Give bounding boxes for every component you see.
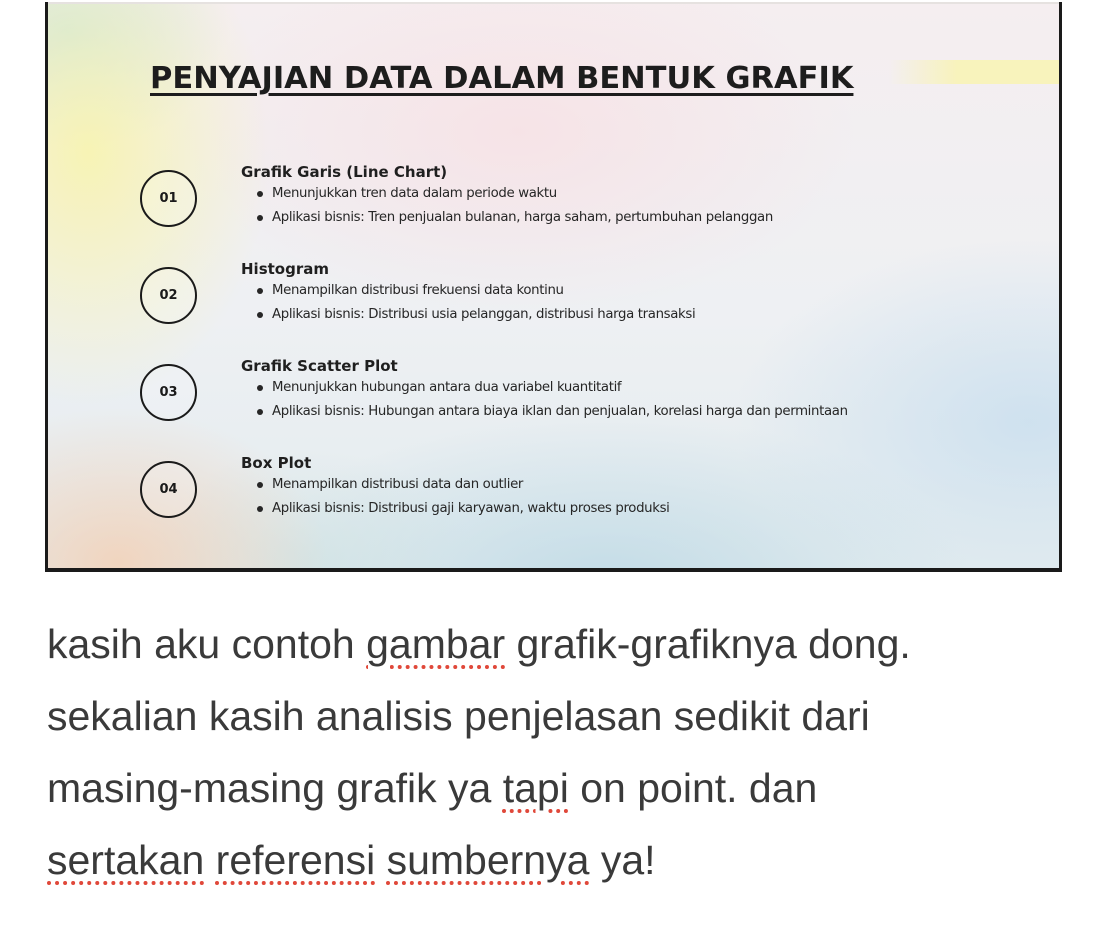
bullet-item: Aplikasi bisnis: Distribusi gaji karyawan, waktu proses produksi	[257, 497, 670, 521]
bullet-item: Menunjukkan hubungan antara dua variabel kuantitatif	[257, 376, 848, 400]
item-bullet-list	[257, 279, 695, 327]
item-bullet-list	[257, 182, 773, 230]
message-text: ya!	[589, 837, 656, 883]
slide-item-04	[140, 453, 1040, 523]
slide-title: PENYAJIAN DATA DALAM BENTUK GRAFIK	[150, 61, 854, 96]
slide-item-01	[140, 162, 1040, 232]
item-number-badge: 01	[140, 170, 197, 227]
message-text	[204, 837, 215, 883]
message-line-2: sekalian kasih analisis penjelasan sedikit dari	[47, 693, 870, 739]
message-line-3	[47, 752, 1087, 824]
slide-item-03	[140, 356, 1040, 426]
message-text: masing-masing grafik ya	[47, 765, 503, 811]
bullet-item: Aplikasi bisnis: Hubungan antara biaya iklan dan penjualan, korelasi harga dan permintaan	[257, 400, 848, 424]
slide-item-02	[140, 259, 1040, 329]
message-line-1	[47, 608, 1087, 680]
bullet-item: Aplikasi bisnis: Tren penjualan bulanan, harga saham, pertumbuhan pelanggan	[257, 206, 773, 230]
item-number-badge: 03	[140, 364, 197, 421]
item-bullet-list	[257, 376, 848, 424]
item-title: Box Plot	[241, 454, 312, 472]
slide-top-edge	[48, 2, 1059, 4]
bullet-item: Menunjukkan tren data dalam periode waktu	[257, 182, 773, 206]
message-text	[375, 837, 386, 883]
item-number-badge: 04	[140, 461, 197, 518]
bullet-item: Aplikasi bisnis: Distribusi usia pelanggan, distribusi harga transaksi	[257, 303, 695, 327]
item-number-badge: 02	[140, 267, 197, 324]
misspelled-word[interactable]: tapi	[502, 765, 569, 811]
message-text: grafik-grafiknya dong.	[505, 621, 911, 667]
item-bullet-list	[257, 473, 670, 521]
message-text: kasih aku contoh	[47, 621, 367, 667]
bullet-item: Menampilkan distribusi frekuensi data kontinu	[257, 279, 695, 303]
attached-slide-image[interactable]	[45, 2, 1062, 572]
misspelled-word[interactable]: sertakan	[47, 837, 205, 883]
item-title: Histogram	[241, 260, 329, 278]
item-title: Grafik Garis (Line Chart)	[241, 163, 448, 181]
misspelled-word[interactable]: gambar	[366, 621, 506, 667]
item-title: Grafik Scatter Plot	[241, 357, 398, 375]
message-input[interactable]	[47, 608, 1087, 896]
message-line-4	[47, 824, 1087, 896]
message-text: on point. dan	[568, 765, 818, 811]
bullet-item: Menampilkan distribusi data dan outlier	[257, 473, 670, 497]
misspelled-word[interactable]: sumbernya	[386, 837, 590, 883]
misspelled-word[interactable]: referensi	[215, 837, 376, 883]
